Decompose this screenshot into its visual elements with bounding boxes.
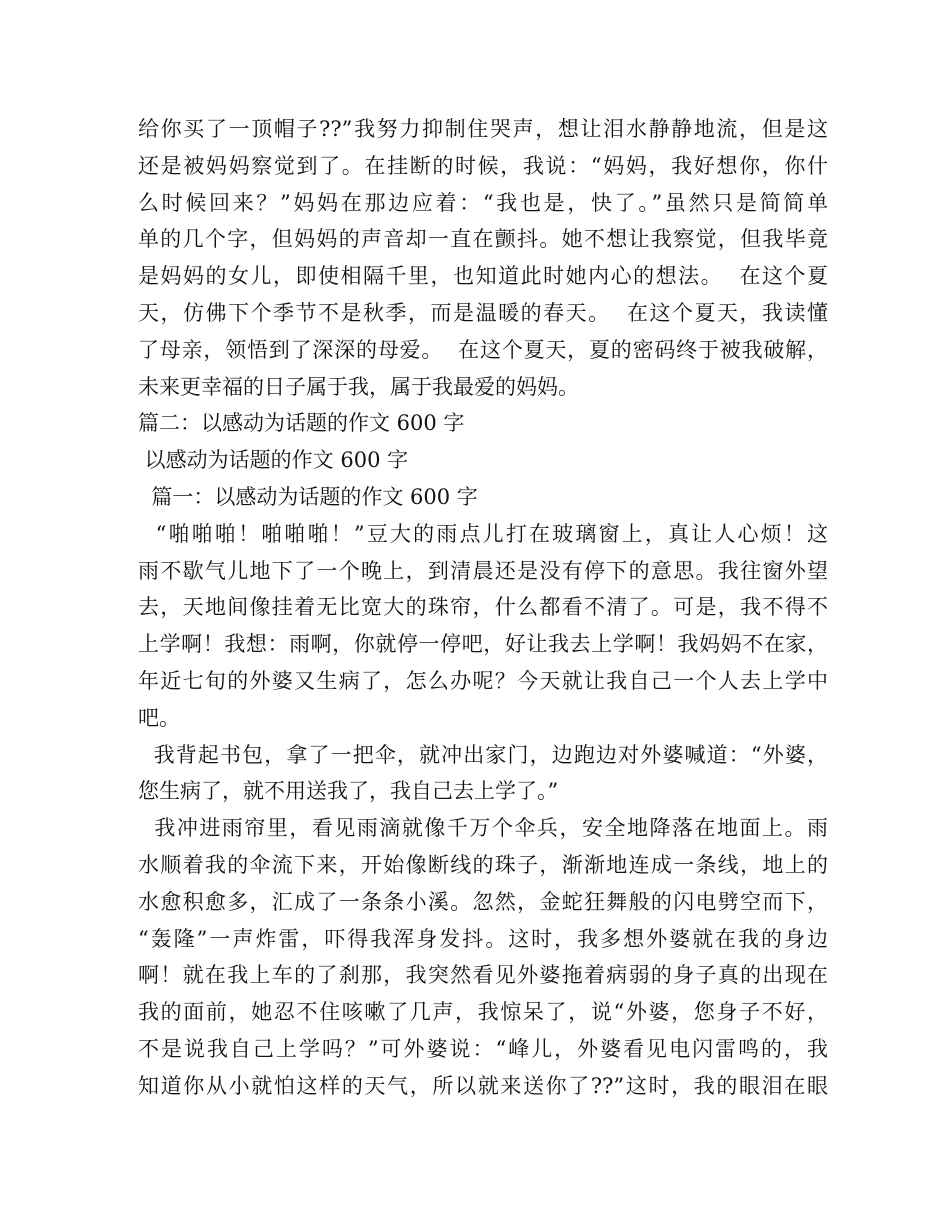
text-line: 天，仿佛下个季节不是秋季，而是温暖的春天。 在这个夏天，我读懂: [138, 300, 828, 325]
text-line: 给你买了一顶帽子??”我努力抑制住哭声，想让泪水静静地流，但是这: [138, 117, 828, 141]
text-line: “轰隆”一声炸雷，吓得我浑身发抖。这时，我多想外婆就在我的身边: [138, 926, 828, 951]
text-line: 是妈妈的女儿，即使相隔千里，也知道此时她内心的想法。 在这个夏: [138, 264, 828, 289]
subsection-heading: 篇一：以感动为话题的作文 600 字: [138, 484, 478, 509]
text-line: 吧。: [138, 705, 180, 730]
section-heading: 篇二：以感动为话题的作文 600 字: [138, 411, 465, 436]
text-line: 您生病了，就不用送我了，我自己去上学了。”: [138, 779, 559, 804]
text-line: 年近七旬的外婆又生病了，怎么办呢？今天就让我自己一个人去上学中: [138, 668, 828, 693]
text-line: 了母亲，领悟到了深深的母爱。 在这个夏天，夏的密码终于被我破解，: [138, 337, 828, 362]
text-line: 啊！就在我上车的了刹那，我突然看见外婆拖着病弱的身子真的出现在: [138, 963, 828, 988]
text-line: 单的几个字，但妈妈的声音却一直在颤抖。她不想让我察觉，但我毕竟: [138, 227, 828, 252]
text-line: 么时候回来？”妈妈在那边应着：“我也是，快了。”虽然只是简简单: [138, 190, 828, 215]
essay-text: [138, 111, 828, 1105]
text-line: 我的面前，她忍不住咳嗽了几声，我惊呆了，说“外婆，您身子不好，: [138, 1000, 828, 1025]
text-line: 雨不歇气儿地下了一个晚上，到清晨还是没有停下的意思。我往窗外望: [138, 558, 828, 583]
text-line: 水顺着我的伞流下来，开始像断线的珠子，渐渐地连成一条线，地上的: [138, 852, 828, 877]
text-line: 去，天地间像挂着无比宽大的珠帘，什么都看不清了。可是，我不得不: [138, 595, 828, 620]
text-line: 上学啊！我想：雨啊，你就停一停吧，好让我去上学啊！我妈妈不在家，: [138, 632, 828, 657]
text-line: 未来更幸福的日子属于我，属于我最爱的妈妈。: [138, 374, 579, 399]
text-line: 不是说我自己上学吗？”可外婆说：“峰儿，外婆看见电闪雷鸣的，我: [138, 1036, 828, 1061]
text-line: 还是被妈妈察觉到了。在挂断的时候，我说：“妈妈，我好想你，你什: [138, 153, 828, 178]
text-line: 我冲进雨帘里，看见雨滴就像千万个伞兵，安全地降落在地面上。雨: [138, 816, 828, 841]
text-line: 知道你从小就怕这样的天气，所以就来送你了??”这时，我的眼泪在眼: [138, 1073, 828, 1098]
text-line: “啪啪啪！啪啪啪！”豆大的雨点儿打在玻璃窗上，真让人心烦！这: [138, 521, 828, 546]
text-line: 水愈积愈多，汇成了一条条小溪。忽然，金蛇狂舞般的闪电劈空而下，: [138, 889, 828, 914]
article-title: 以感动为话题的作文 600 字: [138, 448, 409, 473]
text-line: 我背起书包，拿了一把伞，就冲出家门，边跑边对外婆喊道：“外婆，: [138, 742, 828, 767]
